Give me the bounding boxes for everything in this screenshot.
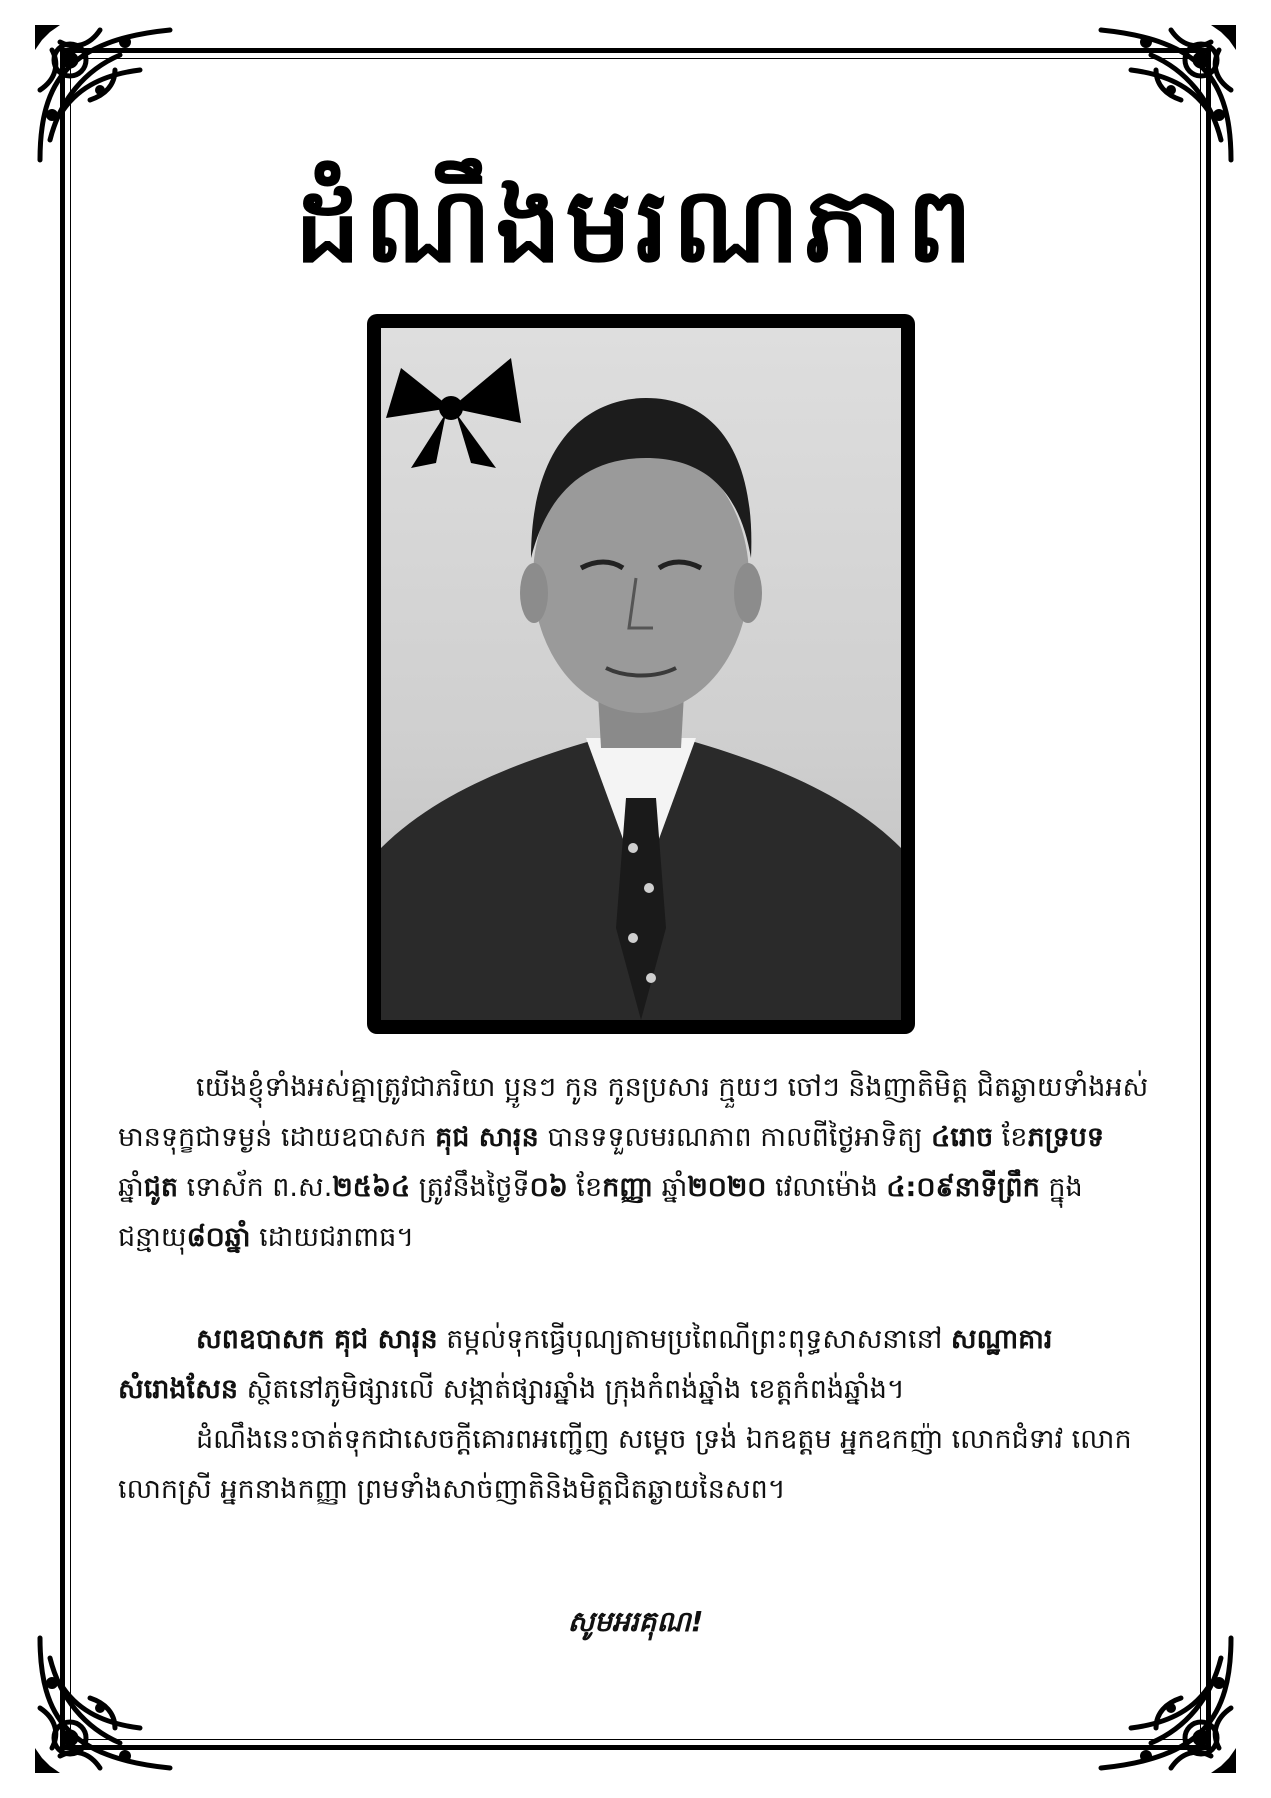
death-time: ៤:០៩នាទីព្រឹក bbox=[886, 1172, 1040, 1203]
page-title: ដំណឹងមរណភាព bbox=[294, 163, 977, 286]
paragraph-text: ខែ bbox=[576, 1172, 603, 1203]
paragraph-text: ឆ្នាំ bbox=[118, 1172, 144, 1203]
paragraph-text: ត្រូវនឹងថ្ងៃទី bbox=[410, 1172, 530, 1203]
deceased-name: គុជ សារុន bbox=[435, 1122, 539, 1153]
paragraph-text: វេលាម៉ោង bbox=[766, 1172, 887, 1203]
portrait-photo bbox=[381, 328, 901, 1020]
paragraph-text: យើងខ្ញុំទាំងអស់គ្នាត្រូវជាភរិយា ប្អូនៗ កូន កូនប្រសារ ក្មួយៗ ចៅៗ និងញាតិមិត្ត bbox=[196, 1072, 969, 1103]
date-month: កញ្ញា bbox=[602, 1172, 654, 1203]
paragraph-text: បានទទួលមរណភាព bbox=[538, 1122, 752, 1153]
year-animal: ជូត bbox=[143, 1172, 178, 1203]
paragraph-text: ខែ bbox=[993, 1122, 1028, 1153]
paragraph-text: ជិតឆ្ងាយទាំងអស់ មានទុក្ខជាទម្ងន់ ដោយឧបាសក bbox=[118, 1072, 1149, 1153]
paragraph-text: ឆ្នាំ bbox=[653, 1172, 688, 1203]
invitation-paragraph bbox=[118, 1415, 1153, 1515]
funeral-location-paragraph bbox=[118, 1315, 1153, 1415]
be-year: ២៥៦៤ bbox=[332, 1172, 411, 1203]
lunar-month: ភទ្របទ bbox=[1027, 1122, 1105, 1153]
ornament-corner-icon bbox=[30, 1628, 180, 1778]
paragraph-text: កាលពីថ្ងៃអាទិត្យ bbox=[760, 1122, 932, 1153]
paragraph-text: ដោយជរាពាធ។ bbox=[250, 1222, 415, 1253]
closing-thanks: សូមអរគុណ! bbox=[567, 1605, 704, 1638]
paragraph-text: ទោស័ក ព.ស. bbox=[178, 1172, 333, 1203]
deceased-lead: សពឧបាសក គុជ សារុន bbox=[196, 1324, 438, 1355]
age: ៨០ឆ្នាំ bbox=[186, 1222, 251, 1253]
venue-name: សណ្ឋាគារសំរោងសែន bbox=[118, 1324, 1053, 1405]
paragraph-text: ស្ថិតនៅភូមិផ្សារលើ សង្កាត់ផ្សារឆ្នាំង ក្រុងកំពង់ឆ្នាំង ខេត្តកំពង់ឆ្នាំង។ bbox=[237, 1374, 905, 1405]
paragraph-text: ដំណឹងនេះចាត់ទុកជាសេចក្តីគោរពអញ្ជើញ សម្តេច ទ្រង់ ឯកឧត្តម អ្នកឧកញ៉ា លោកជំទាវ លោក លោកស្រី អ្នកនាងកញ្ញា ព្រមទាំងសាច់ញាតិនិងមិត្តជិតឆ្ងាយនៃសព។ bbox=[118, 1424, 1132, 1505]
ornament-corner-icon bbox=[1091, 1628, 1241, 1778]
paragraph-text: តម្កល់ទុកធ្វើបុណ្យតាមប្រពៃណីព្រះពុទ្ធសាសនានៅ bbox=[437, 1324, 943, 1355]
paragraph-text: ក្នុងជន្មាយុ bbox=[118, 1172, 1083, 1253]
date-year: ២០២០ bbox=[687, 1172, 767, 1203]
portrait-frame bbox=[367, 314, 915, 1034]
announcement-paragraph bbox=[118, 1063, 1153, 1263]
lunar-day: ៤រោច bbox=[931, 1122, 994, 1153]
date-day: ០៦ bbox=[529, 1172, 568, 1203]
